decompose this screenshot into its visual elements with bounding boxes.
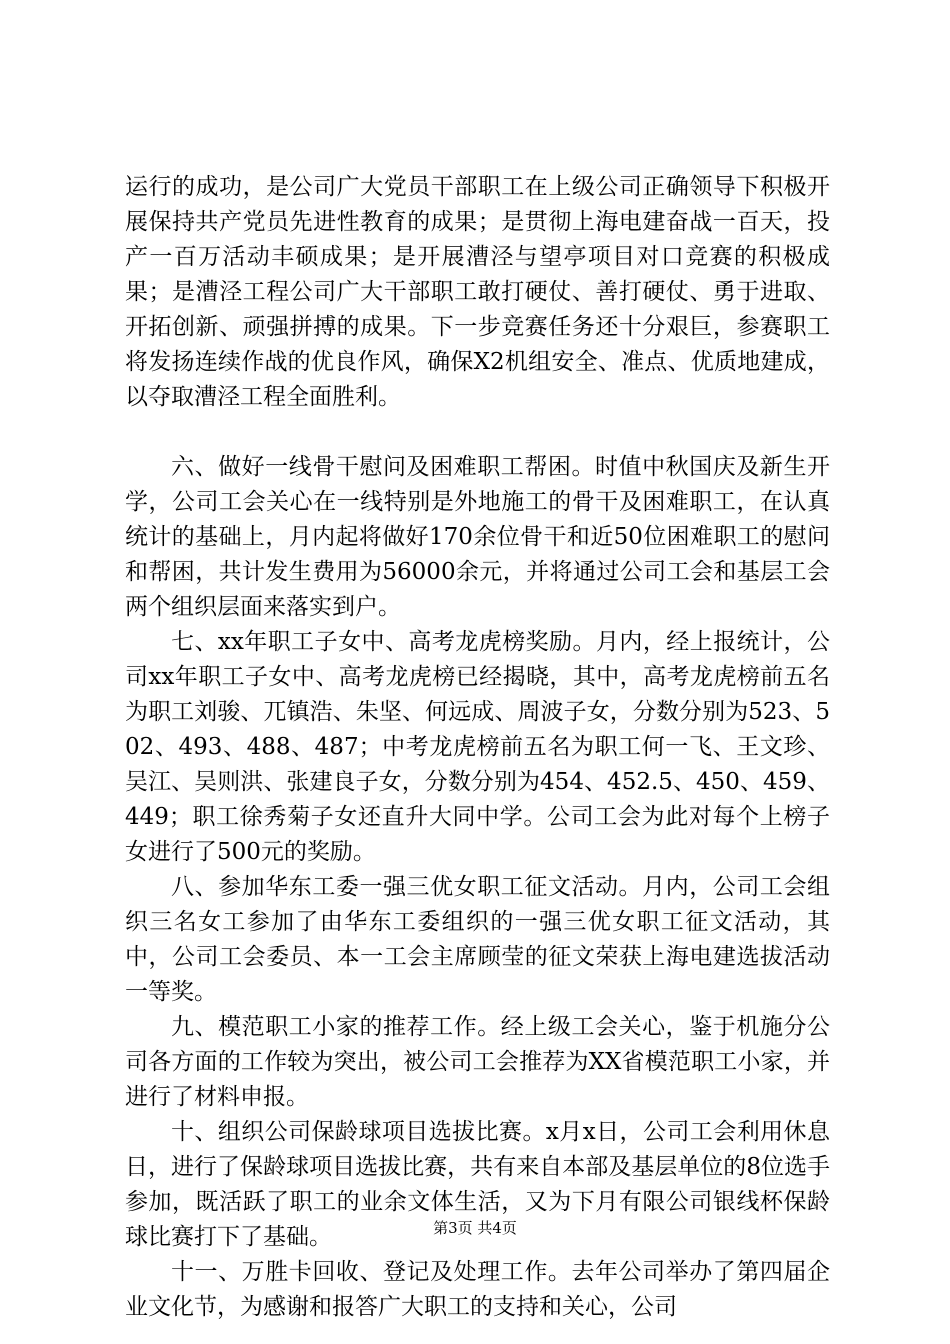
document-body <box>125 170 830 1325</box>
paragraph-section-7: 七、xx年职工子女中、高考龙虎榜奖励。月内，经上报统计，公司xx年职工子女中、高考龙虎榜已经揭晓，其中，高考龙虎榜前五名为职工刘骏、兀镇浩、朱坚、何远成、周波子女，分数分别为523、502、493、488、487；中考龙虎榜前五名为职工何一飞、王文珍、吴江、吴则洪、张建良子女，分数分别为454、452.5、450、459、449；职工徐秀菊子女还直升大同中学。公司工会为此对每个上榜子女进行了500元的奖励。 <box>125 629 830 865</box>
page-footer <box>0 1218 950 1238</box>
paragraph-section-6: 六、做好一线骨干慰问及困难职工帮困。时值中秋国庆及新生开学，公司工会关心在一线特别是外地施工的骨干及困难职工，在认真统计的基础上，月内起将做好170余位骨干和近50位困难职工的慰问和帮困，共计发生费用为56000余元，并将通过公司工会和基层工会两个组织层面来落实到户。 <box>125 454 830 620</box>
page-number: 第3页 共4页 <box>433 1219 517 1237</box>
paragraph-section-10: 十、组织公司保龄球项目选拔比赛。x月x日，公司工会利用休息日，进行了保龄球项目选拔比赛，共有来自本部及基层单位的8位选手参加，既活跃了职工的业余文体生活，又为下月有限公司银线杯保龄球比赛打下了基础。 <box>125 1119 830 1250</box>
paragraph-section-9: 九、模范职工小家的推荐工作。经上级工会关心，鉴于机施分公司各方面的工作较为突出，被公司工会推荐为XX省模范职工小家，并进行了材料申报。 <box>125 1014 830 1110</box>
paragraph-section-8: 八、参加华东工委一强三优女职工征文活动。月内，公司工会组织三名女工参加了由华东工委组织的一强三优女职工征文活动，其中，公司工会委员、本一工会主席顾莹的征文荣获上海电建选拔活动一等奖。 <box>125 874 830 1005</box>
paragraph-section-11: 十一、万胜卡回收、登记及处理工作。去年公司举办了第四届企业文化节，为感谢和报答广大职工的支持和关心，公司 <box>125 1259 830 1320</box>
paragraph-continuation: 运行的成功，是公司广大党员干部职工在上级公司正确领导下积极开展保持共产党员先进性教育的成果；是贯彻上海电建奋战一百天，投产一百万活动丰硕成果；是开展漕泾与望亭项目对口竞赛的积极成果；是漕泾工程公司广大干部职工敢打硬仗、善打硬仗、勇于进取、开拓创新、顽强拼搏的成果。下一步竞赛任务还十分艰巨，参赛职工将发扬连续作战的优良作风，确保X2机组安全、准点、优质地建成，以夺取漕泾工程全面胜利。 <box>125 174 830 410</box>
